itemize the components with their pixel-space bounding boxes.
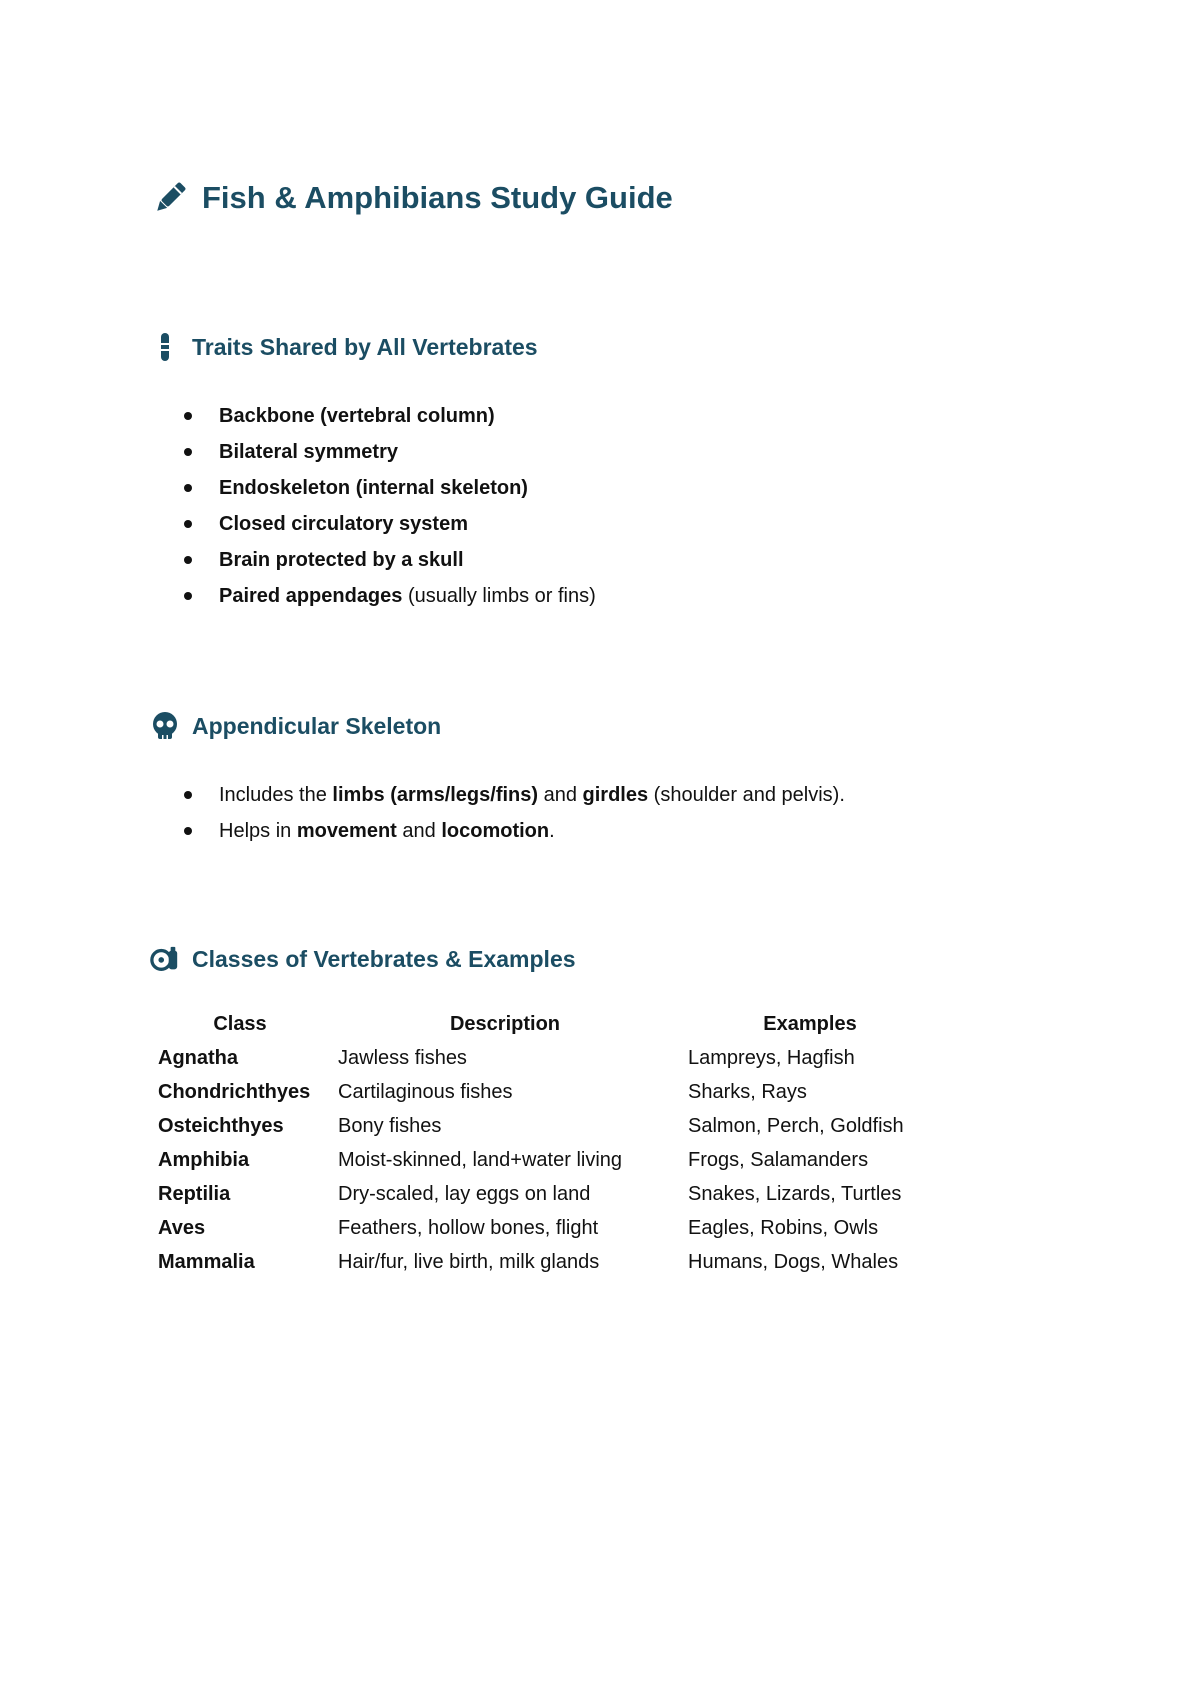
- description-cell: Moist-skinned, land+water living: [338, 1149, 623, 1171]
- bone-icon: [150, 330, 180, 364]
- list-item: Backbone (vertebral column): [0, 398, 596, 434]
- class-cell: Osteichthyes: [158, 1115, 284, 1137]
- classes-heading: [150, 942, 576, 976]
- page-title-text: Fish & Amphibians Study Guide: [202, 180, 673, 215]
- description-cell: Bony fishes: [338, 1115, 442, 1137]
- animal-group-icon: [150, 942, 180, 976]
- table-row: [150, 1177, 940, 1211]
- examples-cell: Lampreys, Hagfish: [688, 1047, 855, 1069]
- examples-cell: Frogs, Salamanders: [688, 1149, 869, 1171]
- list-item: Paired appendages (usually limbs or fins): [0, 578, 596, 614]
- table-row: [150, 1075, 940, 1109]
- classes-table: [150, 1007, 940, 1279]
- class-cell: Agnatha: [158, 1047, 238, 1069]
- examples-cell: Eagles, Robins, Owls: [688, 1217, 879, 1239]
- class-cell: Chondrichthyes: [158, 1081, 311, 1103]
- table-row: [150, 1041, 940, 1075]
- table-row: [150, 1143, 940, 1177]
- appendicular-heading-text: Appendicular Skeleton: [192, 712, 442, 739]
- description-cell: Feathers, hollow bones, flight: [338, 1217, 599, 1239]
- appendicular-list: [0, 777, 845, 849]
- examples-cell: Humans, Dogs, Whales: [688, 1251, 899, 1273]
- list-item: Brain protected by a skull: [0, 542, 596, 578]
- table-row: [150, 1109, 940, 1143]
- table-row: [150, 1211, 940, 1245]
- column-header: Class: [213, 1012, 267, 1035]
- class-cell: Aves: [158, 1217, 206, 1239]
- description-cell: Hair/fur, live birth, milk glands: [338, 1251, 600, 1273]
- page-title: [150, 178, 673, 218]
- class-cell: Amphibia: [158, 1149, 250, 1171]
- classes-heading-text: Classes of Vertebrates & Examples: [192, 945, 576, 972]
- skull-icon: [150, 709, 180, 743]
- list-item: Bilateral symmetry: [0, 434, 596, 470]
- description-cell: Dry-scaled, lay eggs on land: [338, 1183, 591, 1205]
- list-item: Includes the limbs (arms/legs/fins) and girdles (shoulder and pelvis).: [0, 777, 845, 813]
- list-item: Closed circulatory system: [0, 506, 596, 542]
- description-cell: Jawless fishes: [338, 1047, 467, 1069]
- class-cell: Mammalia: [158, 1251, 255, 1273]
- pencil-icon: [150, 178, 190, 218]
- traits-list: [0, 398, 596, 614]
- traits-heading: [150, 330, 538, 364]
- column-header: Examples: [763, 1012, 857, 1035]
- traits-heading-text: Traits Shared by All Vertebrates: [192, 333, 538, 360]
- examples-cell: Snakes, Lizards, Turtles: [688, 1183, 902, 1205]
- description-cell: Cartilaginous fishes: [338, 1081, 513, 1103]
- examples-cell: Salmon, Perch, Goldfish: [688, 1115, 904, 1137]
- appendicular-heading: [150, 709, 441, 743]
- table-row: [150, 1245, 940, 1279]
- table-header-row: [150, 1007, 940, 1041]
- column-header: Description: [449, 1012, 561, 1035]
- examples-cell: Sharks, Rays: [688, 1081, 807, 1103]
- list-item: Helps in movement and locomotion.: [0, 813, 845, 849]
- class-cell: Reptilia: [158, 1183, 231, 1205]
- list-item: Endoskeleton (internal skeleton): [0, 470, 596, 506]
